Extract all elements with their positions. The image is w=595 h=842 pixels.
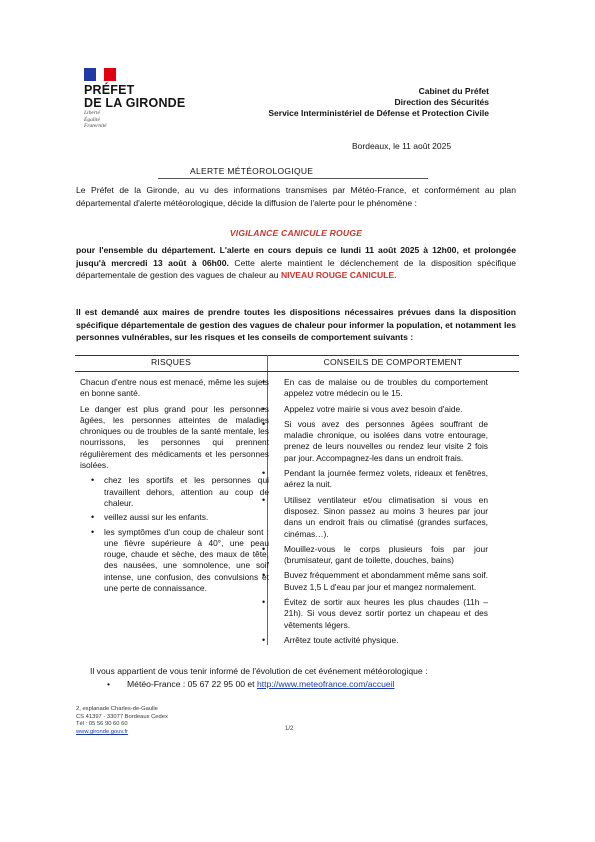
alert-paragraph: [76, 244, 516, 282]
motto-word: Fraternité: [84, 123, 107, 129]
intro-paragraph: Le Préfet de la Gironde, au vu des informations transmises par Météo-France, et conformément au plan départemental d'alerte météorologique, décide la diffusion de l'alerte pour le phénomène :: [76, 185, 516, 208]
alert-period: pour l'ensemble du département. L'alerte en cours depuis ce lundi 11 août 2025 à 12h00, et prolongée jusqu'à mercredi 13 août à 06h00.: [76, 245, 516, 268]
motto-word: Liberté: [84, 110, 100, 116]
table-header-rule: [75, 371, 519, 372]
advice-header: CONSEILS DE COMPORTEMENT: [323, 357, 463, 367]
advice-item: • Mouillez-vous le corps plusieurs fois par jour (brumisateur, gant de toilette, douches, bains): [262, 544, 488, 567]
advice-item: • Pendant la journée fermez volets, rideaux et fenêtres, aérez la nuit.: [262, 468, 488, 491]
advice-item: • Évitez de sortir aux heures les plus chaudes (11h – 21h). Si vous devez sortir portez un chapeau et des vêtements légers.: [262, 597, 488, 631]
risk-paragraph: Chacun d'entre nous est menacé, même les sujets en bonne santé.: [80, 377, 269, 399]
republic-motto: [84, 110, 107, 130]
address-line: CS 41397 - 33077 Bordeaux Cedex: [76, 713, 168, 720]
advice-item: • Arrêtez toute activité physique.: [262, 635, 488, 646]
postal-address: [76, 706, 168, 736]
advice-list: [262, 377, 488, 646]
risks-header: RISQUES: [150, 357, 192, 367]
contact-line: [107, 679, 395, 689]
address-line: Tél : 05 56 90 60 60: [76, 721, 128, 728]
office-line: Service Interministériel de Défense et Protection Civile: [268, 108, 489, 118]
info-sentence: Il vous appartient de vous tenir informé de l'évolution de cet événement météorologique :: [90, 666, 428, 676]
office-line: Direction des Sécurités: [394, 97, 489, 107]
alert-body: Cette alerte maintient le déclenchement de la disposition spécifique départementale de gestion des vagues de chaleur au: [76, 257, 517, 281]
dateline: Bordeaux, le 11 août 2025: [352, 141, 452, 151]
marianne-logo: [84, 68, 116, 81]
advice-item: • En cas de malaise ou de troubles du comportement appelez votre médecin ou le 15.: [262, 377, 488, 400]
page-number: 1/2: [285, 726, 294, 732]
prefecture-line2: DE LA GIRONDE: [84, 95, 186, 110]
advice-item: • Appelez votre mairie si vous avez besoin d'aide.: [262, 404, 488, 415]
bullet-icon: •: [107, 679, 111, 689]
risk-list: [80, 475, 269, 594]
advice-item: • Si vous avez des personnes âgées souffrant de maladie chronique, ou isolées dans votre entourage, prenez de leurs nouvelles ou rendez leur visite 2 fois par jour. Accompagnez-les dans un endroit frais.: [262, 419, 488, 464]
alert-title: ALERTE MÉTÉOROLOGIQUE: [190, 166, 314, 176]
mayors-paragraph: Il est demandé aux maires de prendre toutes les dispositions nécessaires prévues dans la disposition spécifique départementale de gestion des vagues de chaleur pour informer la population, et notamment les personnes vulnérables, sur les risques et les conseils de comportement suivants :: [76, 307, 516, 343]
advice-column: [262, 377, 488, 650]
title-rule: [158, 178, 428, 179]
advice-item: • Utilisez ventilateur et/ou climatisation si vous en disposez. Sinon passez au moins 3 heures par jour dans un endroit frais ou climatisé (grandes surfaces, cinémas…).: [262, 495, 488, 540]
prefecture-line1: PRÉFET: [84, 83, 135, 97]
prefecture-name: [84, 84, 185, 109]
office-line: Cabinet du Préfet: [418, 86, 489, 96]
issuing-office: [268, 86, 489, 119]
risk-item: • les symptômes d'un coup de chaleur sont : une fièvre supérieure à 40°, une peau rouge, chaude et sèche, des maux de tête, des nausées, une somnolence, une soif intense, une confusion, des convulsions et une perte de connaissance.: [80, 527, 269, 595]
website-link[interactable]: www.gironde.gouv.fr: [76, 728, 129, 735]
risk-item: • veillez aussi sur les enfants.: [80, 512, 269, 523]
risk-item: • chez les sportifs et les personnes qui travaillent dehors, attention au coup de chaleur.: [80, 475, 269, 509]
alert-level: NIVEAU ROUGE CANICULE.: [280, 270, 397, 281]
risk-paragraph: Le danger est plus grand pour les personnes âgées, les personnes atteintes de maladies chroniques ou de troubles de la santé mentale, les nourrissons, les personnes qui prennent régulièrement des médicaments et les personnes isolées.: [80, 403, 269, 471]
risks-column: [80, 377, 269, 597]
vigilance-level: VIGILANCE CANICULE ROUGE: [229, 228, 363, 238]
meteofrance-link[interactable]: http://www.meteofrance.com/accueil: [256, 679, 395, 689]
contact-phone: Météo-France : 05 67 22 95 00 et: [127, 679, 257, 689]
motto-word: Égalité: [84, 116, 100, 123]
advice-item: • Buvez fréquemment et abondamment même sans soif. Buvez 1,5 L d'eau par jour et mangez normalement.: [262, 570, 488, 593]
address-line: 2, esplanade Charles-de-Gaulle: [76, 706, 158, 712]
